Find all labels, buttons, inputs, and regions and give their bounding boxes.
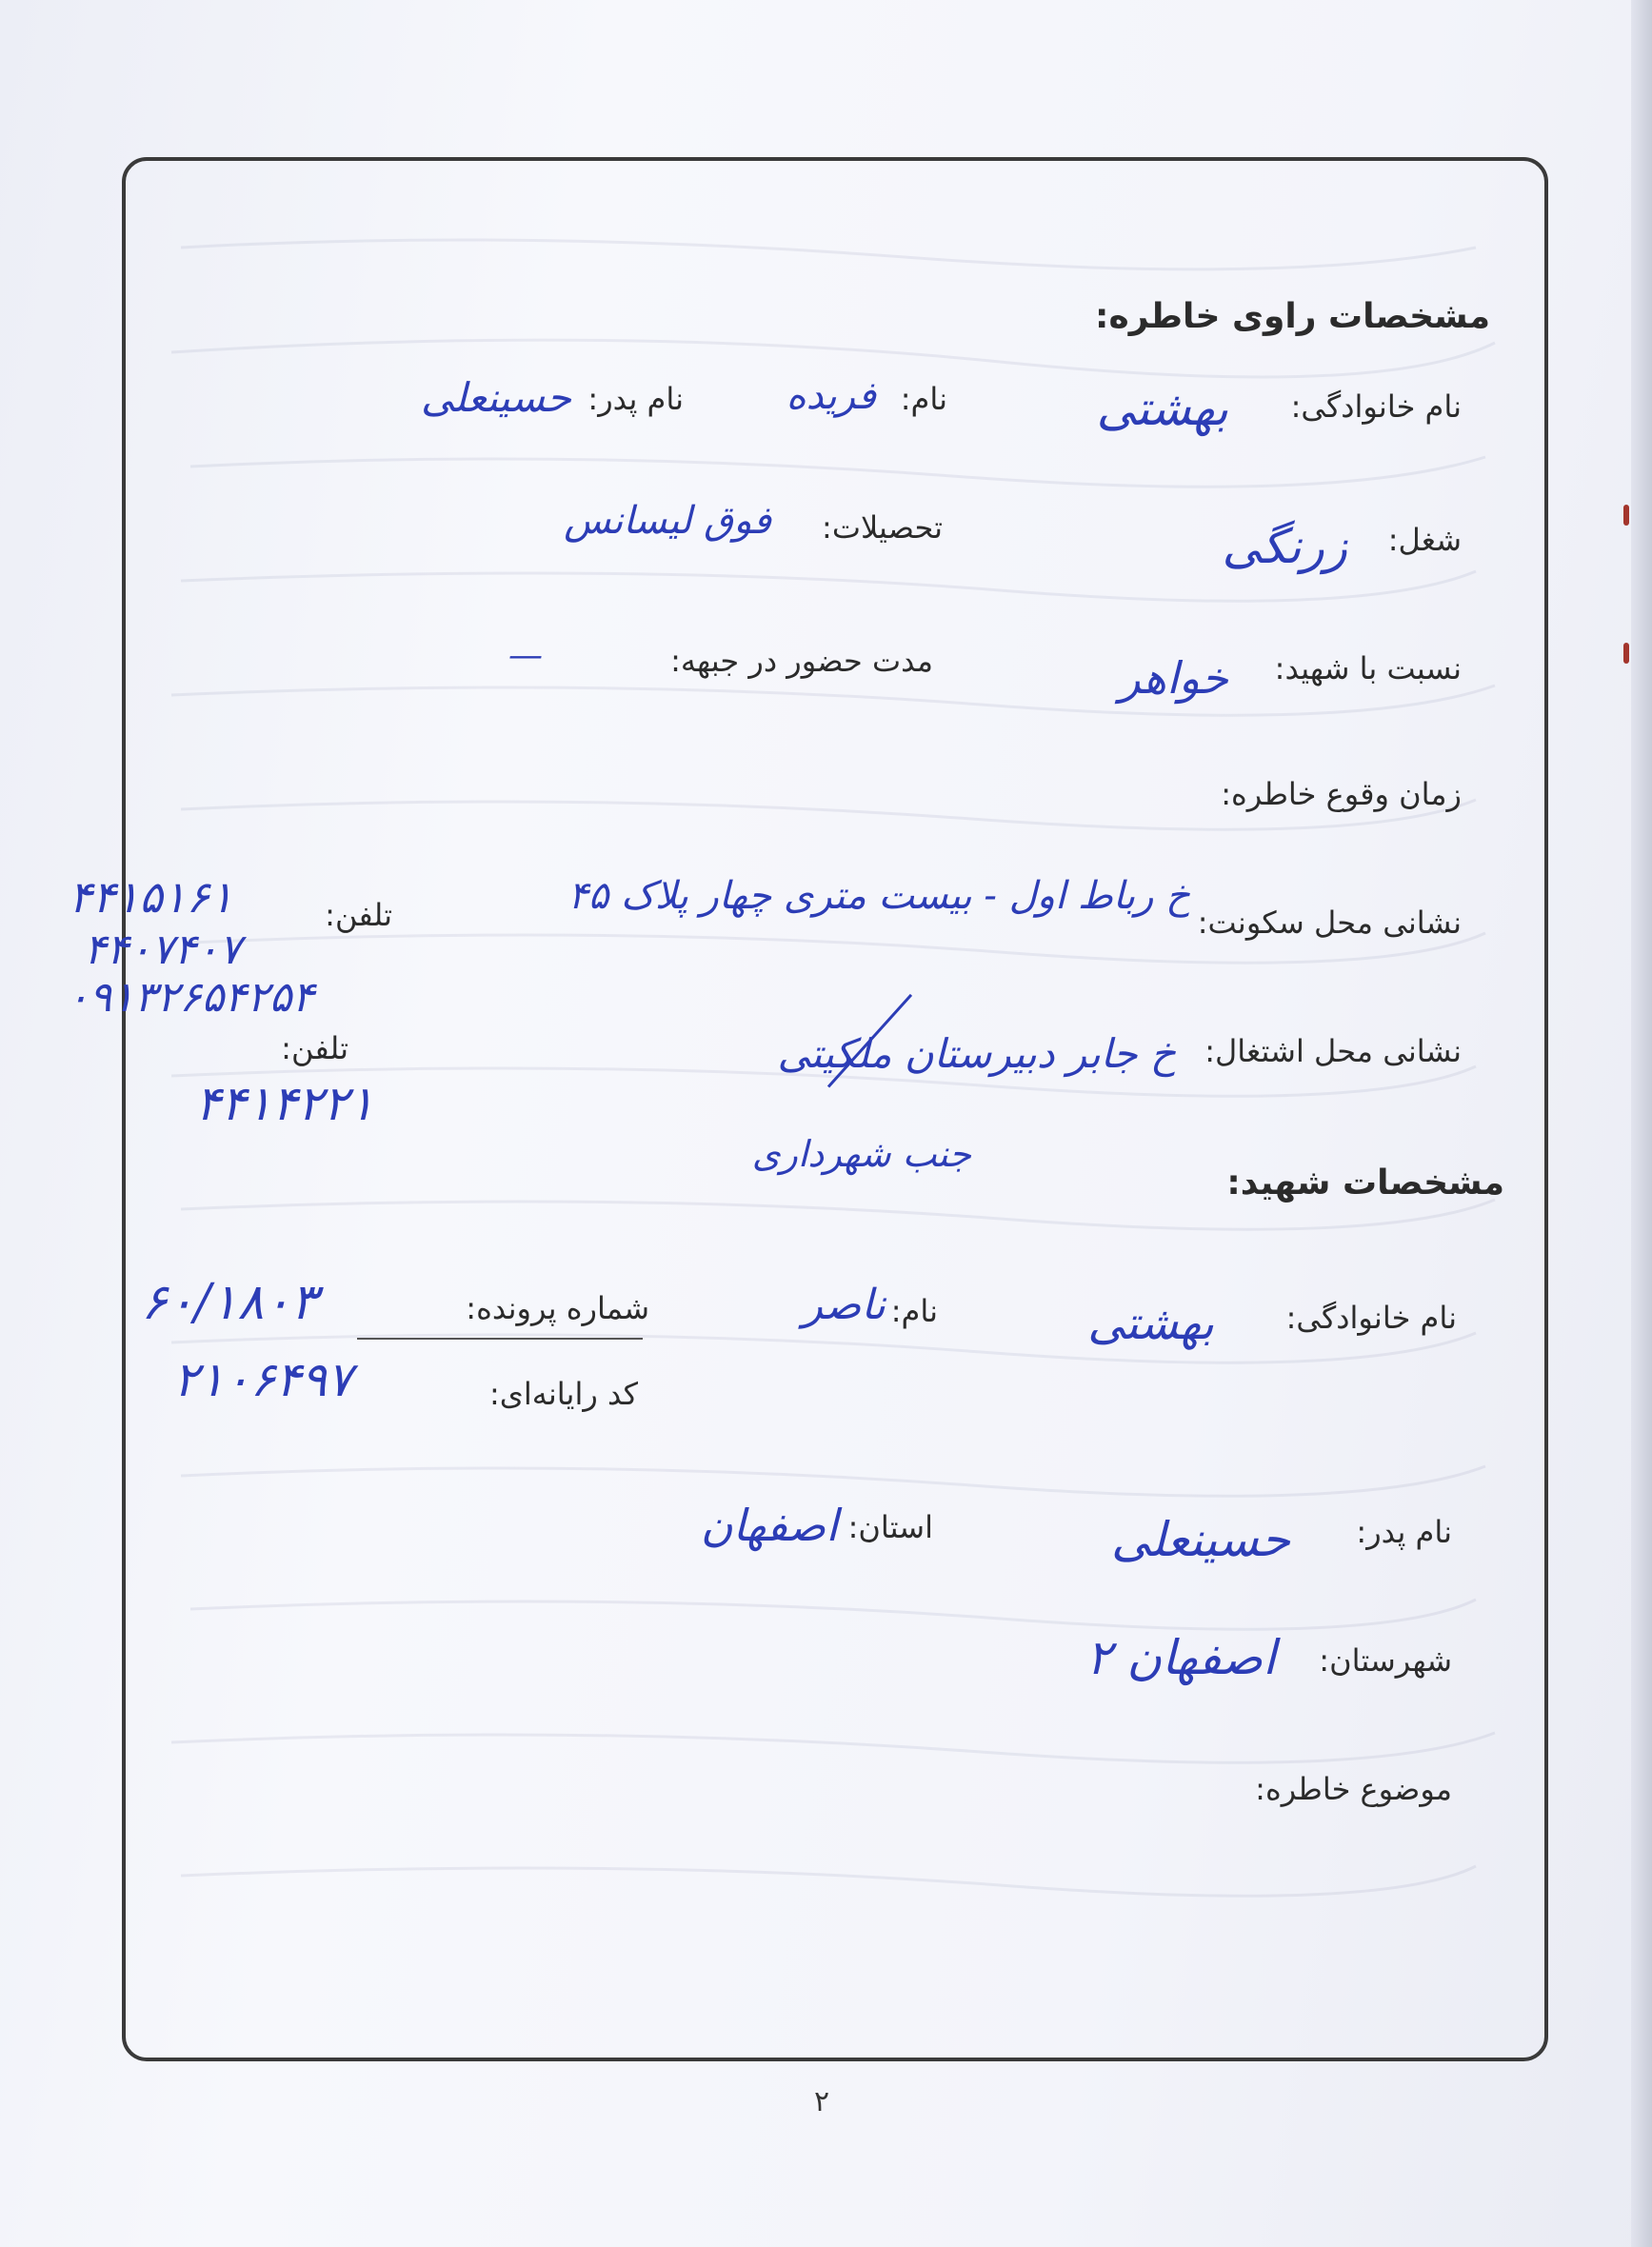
narrator-work-address-label: نشانی محل اشتغال:	[1204, 1033, 1462, 1069]
martyr-province-label: استان:	[847, 1509, 933, 1545]
martyr-file-number-value: ۶۰/۱۸۰۳	[141, 1274, 318, 1331]
narrator-first-name-label: نام:	[900, 381, 947, 417]
binding-edge	[1631, 0, 1652, 2247]
narrator-home-address-value: خ رباط اول - بیست متری چهار پلاک ۴۵	[567, 874, 1190, 918]
staple-top	[1623, 505, 1629, 526]
narrator-work-address-value: خ جابر دبیرستان ملکیتی	[777, 1030, 1176, 1077]
staple-bottom	[1623, 643, 1629, 664]
narrator-father-name-label: نام پدر:	[587, 381, 684, 417]
narrator-job-label: شغل:	[1387, 522, 1462, 558]
narrator-home-phone-label: تلفن:	[325, 897, 392, 933]
martyr-first-name-value: ناصر	[802, 1281, 886, 1329]
narrator-work-address-value-2: جنب شهرداری	[751, 1133, 971, 1175]
martyr-computer-code-value: ۲۱۰۶۴۹۷	[173, 1352, 352, 1407]
martyr-city-label: شهرستان:	[1319, 1642, 1452, 1679]
martyr-father-name-label: نام پدر:	[1356, 1514, 1452, 1550]
martyr-memory-topic-label: موضوع خاطره:	[1255, 1771, 1452, 1807]
narrator-education-value: فوق لیسانس	[564, 499, 771, 543]
narrator-relation-label: نسبت با شهید:	[1274, 650, 1462, 686]
martyr-computer-code-label: کد رایانه‌ای:	[489, 1376, 638, 1412]
martyr-father-name-value: حسینعلی	[1110, 1512, 1290, 1567]
narrator-home-phone-3: ۰۹۱۳۲۶۵۴۲۵۴	[67, 973, 314, 1022]
narrator-relation-value: خواهر	[1119, 652, 1228, 704]
narrator-father-name-value: حسینعلی	[421, 374, 571, 421]
martyr-file-number-label: شماره پرونده:	[466, 1290, 649, 1326]
narrator-family-name-label: نام خانوادگی:	[1290, 388, 1462, 425]
narrator-heading: مشخصات راوی خاطره:	[1095, 297, 1490, 336]
narrator-education-label: تحصیلات:	[822, 509, 943, 546]
martyr-heading: مشخصات شهید:	[1226, 1163, 1504, 1203]
narrator-job-value: زرنگی	[1222, 519, 1347, 574]
narrator-home-address-label: نشانی محل سکونت:	[1197, 905, 1462, 941]
narrator-work-phone-label: تلفن:	[281, 1030, 348, 1066]
narrator-home-phone-2: ۴۴۰۷۴۰۷	[84, 925, 242, 974]
narrator-home-phone-1: ۴۴۱۵۱۶۱	[69, 871, 233, 923]
page-number: ۲	[814, 2085, 830, 2118]
narrator-front-duration-label: مدت حضور در جبهه:	[670, 643, 933, 679]
martyr-family-name-value: بهشتی	[1087, 1297, 1214, 1350]
martyr-city-value: اصفهان ۲	[1085, 1630, 1276, 1685]
martyr-family-name-label: نام خانوادگی:	[1285, 1300, 1457, 1336]
narrator-family-name-value: بهشتی	[1096, 381, 1228, 436]
narrator-front-duration-value: —	[508, 636, 543, 675]
narrator-first-name-value: فریده	[786, 374, 876, 418]
file-number-underline	[357, 1338, 643, 1340]
martyr-first-name-label: نام:	[890, 1293, 938, 1329]
martyr-province-value: اصفهان	[700, 1500, 838, 1551]
narrator-memory-time-label: زمان وقوع خاطره:	[1221, 776, 1462, 812]
narrator-work-phone-value: ۴۴۱۴۲۲۱	[195, 1076, 374, 1131]
